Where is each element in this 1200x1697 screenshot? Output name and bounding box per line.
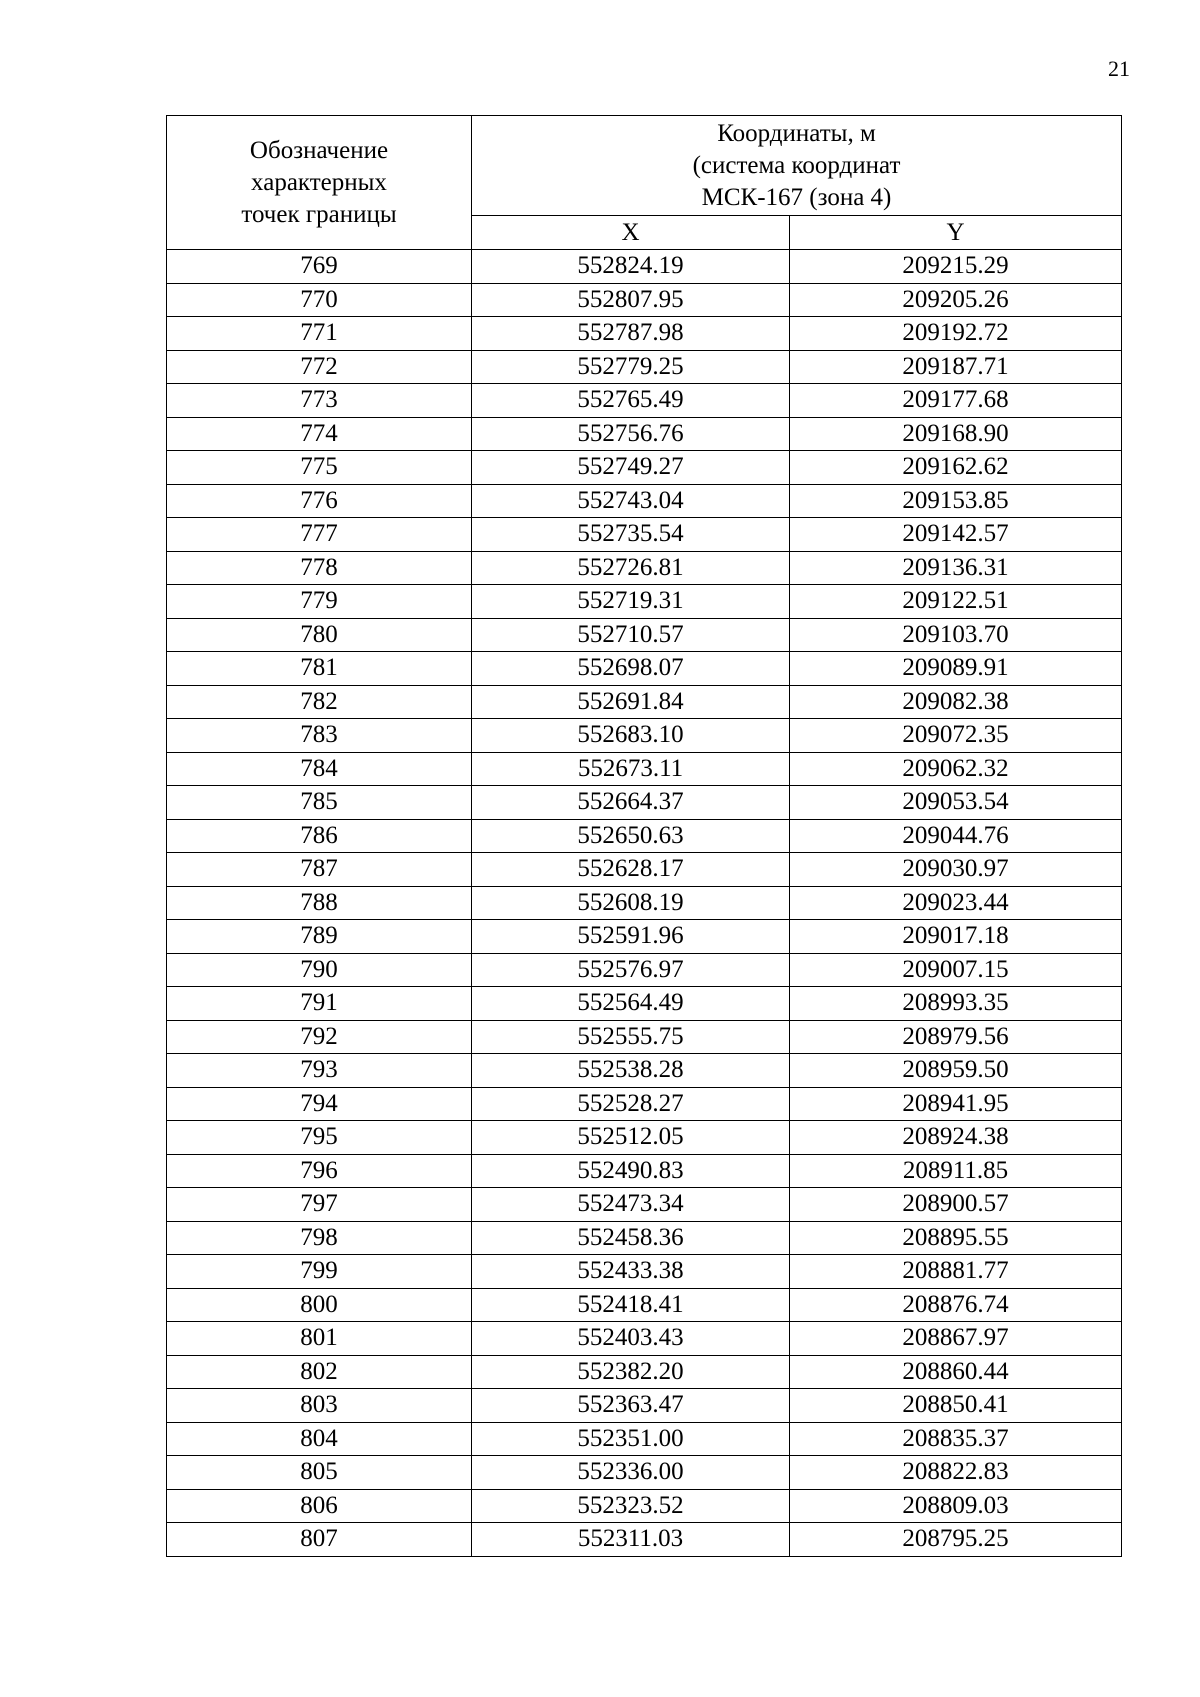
y-cell: 208993.35 [790, 987, 1122, 1021]
point-cell: 806 [167, 1489, 472, 1523]
x-cell: 552673.11 [472, 752, 790, 786]
y-cell: 208835.37 [790, 1422, 1122, 1456]
x-cell: 552691.84 [472, 685, 790, 719]
x-cell: 552418.41 [472, 1288, 790, 1322]
x-cell: 552564.49 [472, 987, 790, 1021]
x-cell: 552336.00 [472, 1456, 790, 1490]
x-cell: 552473.34 [472, 1188, 790, 1222]
y-cell: 209044.76 [790, 819, 1122, 853]
x-cell: 552650.63 [472, 819, 790, 853]
point-cell: 781 [167, 652, 472, 686]
x-cell: 552824.19 [472, 250, 790, 284]
x-cell: 552726.81 [472, 551, 790, 585]
table-row [167, 987, 1122, 1021]
x-cell: 552490.83 [472, 1154, 790, 1188]
point-cell: 788 [167, 886, 472, 920]
point-cell: 787 [167, 853, 472, 887]
table-row [167, 384, 1122, 418]
y-cell: 208959.50 [790, 1054, 1122, 1088]
x-cell: 552528.27 [472, 1087, 790, 1121]
point-cell: 792 [167, 1020, 472, 1054]
table-row [167, 1523, 1122, 1557]
x-cell: 552458.36 [472, 1221, 790, 1255]
point-cell: 793 [167, 1054, 472, 1088]
x-cell: 552628.17 [472, 853, 790, 887]
table-row [167, 1020, 1122, 1054]
point-cell: 776 [167, 484, 472, 518]
point-cell: 805 [167, 1456, 472, 1490]
page-number: 21 [1108, 56, 1130, 81]
table-row [167, 518, 1122, 552]
table-header [167, 116, 1122, 250]
point-cell: 790 [167, 953, 472, 987]
y-cell: 209082.38 [790, 685, 1122, 719]
point-cell: 771 [167, 317, 472, 351]
point-cell: 777 [167, 518, 472, 552]
point-cell: 782 [167, 685, 472, 719]
y-cell: 208979.56 [790, 1020, 1122, 1054]
table-row [167, 585, 1122, 619]
table-body [167, 250, 1122, 1557]
table-row [167, 283, 1122, 317]
x-cell: 552311.03 [472, 1523, 790, 1557]
x-cell: 552664.37 [472, 786, 790, 820]
x-cell: 552756.76 [472, 417, 790, 451]
point-cell: 778 [167, 551, 472, 585]
table-row [167, 551, 1122, 585]
table-row [167, 886, 1122, 920]
x-cell: 552683.10 [472, 719, 790, 753]
point-cell: 800 [167, 1288, 472, 1322]
table-row [167, 1221, 1122, 1255]
table-row [167, 317, 1122, 351]
point-cell: 779 [167, 585, 472, 619]
table-row [167, 484, 1122, 518]
y-cell: 208822.83 [790, 1456, 1122, 1490]
y-cell: 209030.97 [790, 853, 1122, 887]
x-cell: 552710.57 [472, 618, 790, 652]
point-cell: 801 [167, 1322, 472, 1356]
y-cell: 209168.90 [790, 417, 1122, 451]
point-cell: 773 [167, 384, 472, 418]
point-cell: 807 [167, 1523, 472, 1557]
table-row [167, 1355, 1122, 1389]
point-cell: 774 [167, 417, 472, 451]
y-cell: 209103.70 [790, 618, 1122, 652]
table-row [167, 417, 1122, 451]
table-row [167, 652, 1122, 686]
point-cell: 784 [167, 752, 472, 786]
table-row [167, 1288, 1122, 1322]
x-cell: 552743.04 [472, 484, 790, 518]
y-cell: 209017.18 [790, 920, 1122, 954]
y-cell: 209215.29 [790, 250, 1122, 284]
y-cell: 209062.32 [790, 752, 1122, 786]
x-cell: 552787.98 [472, 317, 790, 351]
x-cell: 552323.52 [472, 1489, 790, 1523]
point-cell: 772 [167, 350, 472, 384]
x-cell: 552779.25 [472, 350, 790, 384]
table-row [167, 920, 1122, 954]
point-name-header-line: характерных [251, 168, 387, 196]
table-row [167, 1188, 1122, 1222]
x-cell: 552719.31 [472, 585, 790, 619]
x-cell: 552512.05 [472, 1121, 790, 1155]
x-cell: 552403.43 [472, 1322, 790, 1356]
coordinates-header-line: Координаты, м [717, 119, 876, 147]
table-row [167, 1087, 1122, 1121]
table-row [167, 1389, 1122, 1423]
point-cell: 799 [167, 1255, 472, 1289]
y-cell: 209122.51 [790, 585, 1122, 619]
point-cell: 795 [167, 1121, 472, 1155]
y-cell: 209072.35 [790, 719, 1122, 753]
y-cell: 209142.57 [790, 518, 1122, 552]
point-cell: 802 [167, 1355, 472, 1389]
table-row [167, 1121, 1122, 1155]
point-cell: 803 [167, 1389, 472, 1423]
y-cell: 209177.68 [790, 384, 1122, 418]
x-cell: 552765.49 [472, 384, 790, 418]
table-row [167, 451, 1122, 485]
table-row [167, 1456, 1122, 1490]
x-cell: 552749.27 [472, 451, 790, 485]
coordinates-header-line: МСК-167 (зона 4) [701, 183, 892, 211]
point-cell: 798 [167, 1221, 472, 1255]
point-cell: 789 [167, 920, 472, 954]
y-cell: 208900.57 [790, 1188, 1122, 1222]
y-cell: 208860.44 [790, 1355, 1122, 1389]
point-cell: 785 [167, 786, 472, 820]
table-row [167, 786, 1122, 820]
y-cell: 208876.74 [790, 1288, 1122, 1322]
y-column-header: Y [790, 216, 1122, 250]
x-cell: 552538.28 [472, 1054, 790, 1088]
table-row [167, 719, 1122, 753]
table-row [167, 350, 1122, 384]
coordinates-table [166, 115, 1122, 1557]
table-row [167, 618, 1122, 652]
y-cell: 208795.25 [790, 1523, 1122, 1557]
point-name-header [167, 116, 472, 250]
point-cell: 794 [167, 1087, 472, 1121]
table-row [167, 1322, 1122, 1356]
x-cell: 552363.47 [472, 1389, 790, 1423]
coordinates-header [472, 116, 1122, 216]
y-cell: 209162.62 [790, 451, 1122, 485]
y-cell: 209089.91 [790, 652, 1122, 686]
table-row [167, 685, 1122, 719]
point-cell: 775 [167, 451, 472, 485]
y-cell: 208809.03 [790, 1489, 1122, 1523]
x-cell: 552591.96 [472, 920, 790, 954]
point-cell: 797 [167, 1188, 472, 1222]
table-row [167, 1255, 1122, 1289]
table-row [167, 752, 1122, 786]
y-cell: 208895.55 [790, 1221, 1122, 1255]
point-cell: 791 [167, 987, 472, 1021]
coordinates-header-line: (система координат [692, 151, 901, 179]
table-row [167, 1154, 1122, 1188]
point-name-header-line: Обозначение [249, 136, 389, 164]
x-cell: 552698.07 [472, 652, 790, 686]
y-cell: 208850.41 [790, 1389, 1122, 1423]
y-cell: 208881.77 [790, 1255, 1122, 1289]
x-cell: 552608.19 [472, 886, 790, 920]
point-cell: 786 [167, 819, 472, 853]
y-cell: 208924.38 [790, 1121, 1122, 1155]
y-cell: 209053.54 [790, 786, 1122, 820]
table-row [167, 819, 1122, 853]
table-row [167, 1489, 1122, 1523]
x-cell: 552576.97 [472, 953, 790, 987]
x-cell: 552351.00 [472, 1422, 790, 1456]
y-cell: 209136.31 [790, 551, 1122, 585]
x-column-header: X [472, 216, 790, 250]
table-row [167, 953, 1122, 987]
y-cell: 209187.71 [790, 350, 1122, 384]
point-cell: 783 [167, 719, 472, 753]
table-row [167, 1054, 1122, 1088]
y-cell: 208941.95 [790, 1087, 1122, 1121]
point-cell: 770 [167, 283, 472, 317]
x-cell: 552735.54 [472, 518, 790, 552]
y-cell: 209023.44 [790, 886, 1122, 920]
point-cell: 796 [167, 1154, 472, 1188]
x-cell: 552555.75 [472, 1020, 790, 1054]
y-cell: 209153.85 [790, 484, 1122, 518]
y-cell: 209192.72 [790, 317, 1122, 351]
table-row [167, 1422, 1122, 1456]
y-cell: 208911.85 [790, 1154, 1122, 1188]
x-cell: 552433.38 [472, 1255, 790, 1289]
y-cell: 209205.26 [790, 283, 1122, 317]
point-cell: 780 [167, 618, 472, 652]
table-row [167, 250, 1122, 284]
x-cell: 552807.95 [472, 283, 790, 317]
x-cell: 552382.20 [472, 1355, 790, 1389]
table-row [167, 853, 1122, 887]
point-cell: 769 [167, 250, 472, 284]
point-name-header-line: точек границы [241, 200, 397, 228]
y-cell: 209007.15 [790, 953, 1122, 987]
y-cell: 208867.97 [790, 1322, 1122, 1356]
point-cell: 804 [167, 1422, 472, 1456]
